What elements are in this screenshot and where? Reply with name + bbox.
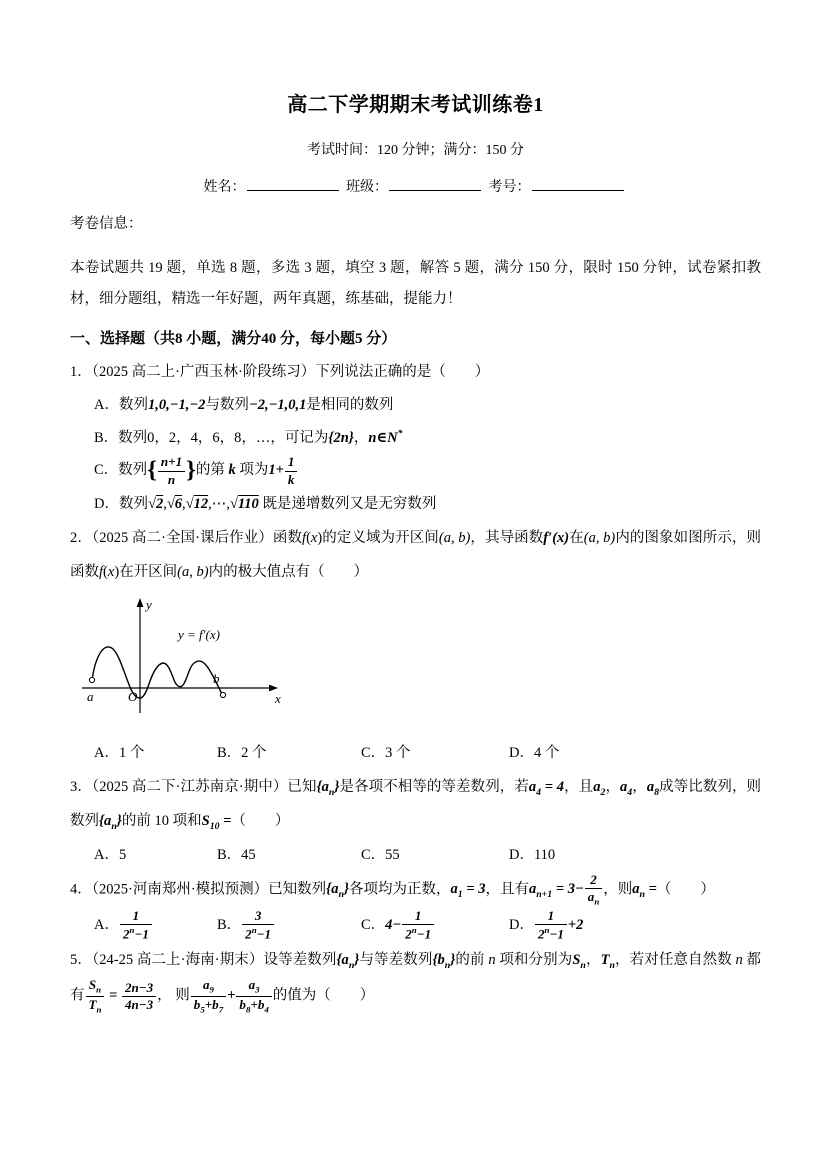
question-2-option-a: A．1 个 xyxy=(94,744,145,761)
x-axis-label: x xyxy=(275,690,281,706)
info-body: 本卷试题共 19 题，单选 8 题，多选 3 题，填空 3 题，解答 5 题，满分 150 分，限时 150 分钟，试卷紧扣教材，细分题组，精选一年好题，两年真题，练基础，提能力！ xyxy=(70,260,761,308)
question-1-option-a: A．数列1,0,−1,−2与数列−2,−1,0,1是相同的数列 xyxy=(94,397,394,414)
question-4-option-d: D． $\frac{1}{2^n-1}$ +2 xyxy=(509,908,584,942)
page-title: 高二下学期期末考试训练卷1 xyxy=(287,94,544,116)
section-title: 一、选择题（共8 小题，满分40 分，每小题5 分） xyxy=(70,330,397,347)
derivative-graph xyxy=(78,593,761,734)
class-label: 班级： xyxy=(346,180,388,195)
question-1 xyxy=(70,355,761,521)
question-4-stem: 4．（2025·河南郑州·模拟预测）已知数列$\{a_n\}$各项均为正数，$a_1 = 3$，且有$a_{n+1} = 3-$ $\frac{2}{a_n}$ ，则$a_n$ =（ ） xyxy=(70,871,715,907)
question-4-options xyxy=(94,908,761,943)
question-3-option-d: D．110 xyxy=(509,846,556,863)
question-3-option-b: B．45 xyxy=(217,846,256,863)
id-label: 考号： xyxy=(488,180,531,195)
open-endpoint-a-icon xyxy=(89,677,94,682)
question-3 xyxy=(70,770,761,872)
question-2-stem: 2．（2025 高二·全国·课后作业）函数f(x)的定义域为开区间(a, b)，其导函数f′(x)在(a, b)内的图象如图所示，则函数f(x)在开区间(a, b)内的极大值点有（ ） xyxy=(70,529,762,580)
open-endpoint-b-icon xyxy=(220,692,225,697)
fprime-graph-svg xyxy=(78,593,290,729)
question-3-option-c: C．55 xyxy=(361,846,400,863)
info-header: 考卷信息： xyxy=(70,216,143,232)
question-4 xyxy=(70,872,761,943)
question-2 xyxy=(70,521,761,770)
question-2-option-b: B．2 个 xyxy=(217,744,267,761)
question-1-option-d: D．数列√2,√6,√12,⋯,√110 既是递增数列又是无穷数列 xyxy=(94,495,437,512)
question-5 xyxy=(70,943,761,1015)
question-1-stem: 1．（2025 高二上·广西玉林·阶段练习）下列说法正确的是（ ） xyxy=(70,364,490,381)
name-blank[interactable] xyxy=(247,176,339,191)
name-label: 姓名： xyxy=(203,180,246,195)
question-2-option-d: D．4 个 xyxy=(509,744,560,761)
question-3-options xyxy=(94,838,761,872)
curve-label: y = f′(x) xyxy=(178,626,220,642)
fprime-curve xyxy=(92,647,222,698)
y-axis-label: y xyxy=(146,596,152,612)
question-5-stem: 5．（24-25 高二上·海南·期末）设等差数列$\{a_n\}$与等差数列$\{b_n\}$的前 n 项和分别为$S_n$，$T_n$，若对任意自然数 n 都有 $\frac{S_n}{T_n}$ = $\frac{2n-3}{4n-3}$ ， 则 $\frac{a_9}{b_5+b_7}$ + $\frac{a_3}{b_8+b_4}$ 的值为（ ） xyxy=(70,952,762,1015)
question-2-options xyxy=(94,736,761,770)
question-3-stem: 3．（2025 高二下·江苏南京·期中）已知$\{a_n\}$是各项不相等的等差数列，若$a_4 = 4$，且$a_2$，$a_4$，$a_8$成等比数列，则数列$\{a_n\}$的前 10 项和$S_{10}$ =（ ） xyxy=(70,778,762,832)
question-1-option-b: B．数列0，2，4，6，8，…，可记为{2n}，n∈N* xyxy=(94,427,403,446)
origin-label: O xyxy=(128,688,138,704)
question-4-option-b: B． $\frac{3}{2^n-1}$ xyxy=(217,908,361,943)
question-4-option-a: A． $\frac{1}{2^n-1}$ xyxy=(94,908,217,943)
exam-meta: 考试时间：120 分钟；满分：150 分 xyxy=(307,143,524,158)
question-2-option-c: C．3 个 xyxy=(361,744,411,761)
student-info-row xyxy=(70,176,761,196)
question-1-option-c: C．数列{ $\frac{n+1}{n}$ }的第 k 项为1+ $\frac{1}{k}$ xyxy=(94,454,761,488)
question-3-option-a: A．5 xyxy=(94,846,127,863)
id-blank[interactable] xyxy=(532,176,624,191)
question-4-option-c: C．4− $\frac{1}{2^n-1}$ xyxy=(361,908,509,943)
b-label: b xyxy=(213,670,220,686)
class-blank[interactable] xyxy=(389,176,481,191)
y-axis-arrow-icon xyxy=(137,598,144,607)
a-label: a xyxy=(87,688,94,704)
